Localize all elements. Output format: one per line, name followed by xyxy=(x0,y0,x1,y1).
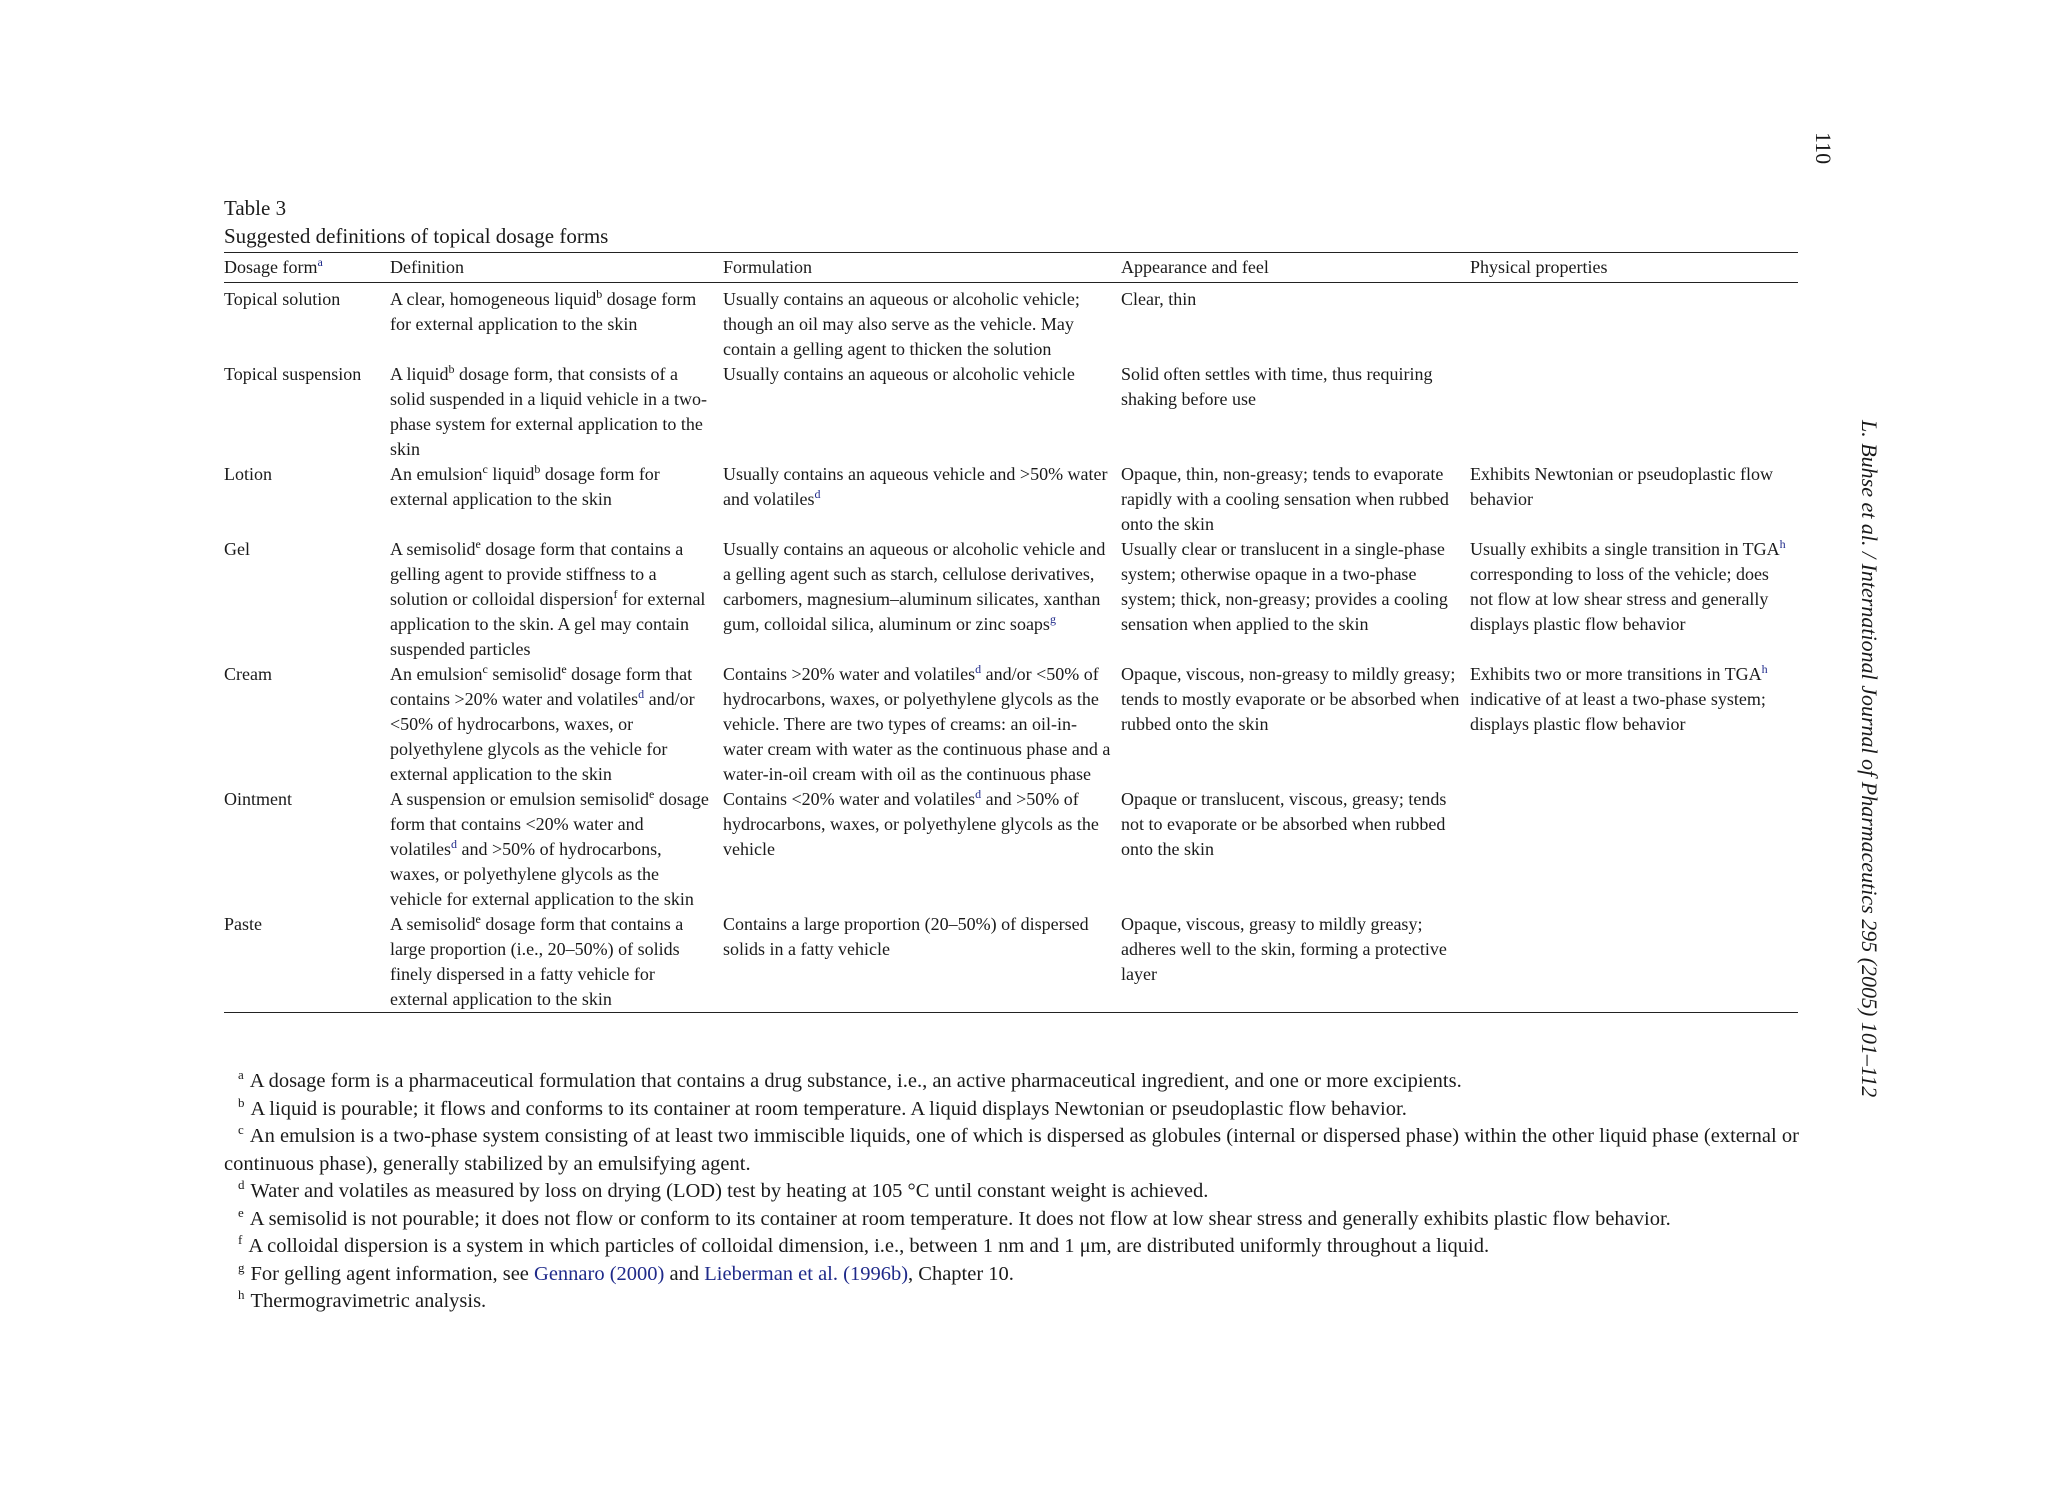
table-label: Table 3 xyxy=(224,196,287,220)
text-run: Opaque or translucent, viscous, greasy; tends not to evaporate or be absorbed when rubbed onto the skin xyxy=(1121,789,1447,859)
text-run: A liquid is pourable; it flows and conforms to its container at room temperature. A liquid displays Newtonian or pseudoplastic flow behavior. xyxy=(250,1097,1407,1120)
cell-physical-properties xyxy=(1470,662,1798,787)
text-run: An emulsion is a two-phase system consisting of at least two immiscible liquids, one of which is dispersed as globules (internal or dispersed phase) within the other liquid phase (external or continuous phase), generally stabilized by an emulsifying agent. xyxy=(224,1125,1799,1175)
cell-dosage-form: Gel xyxy=(224,539,250,559)
citation-link[interactable]: Gennaro (2000) xyxy=(534,1262,665,1285)
footnote-f xyxy=(224,1233,1804,1261)
text-run: Usually clear or translucent in a single-phase system; otherwise opaque in a two-phase system; thick, non-greasy; provides a cooling sensation when applied to the skin xyxy=(1121,539,1448,634)
cell-physical-properties xyxy=(1470,462,1798,537)
text-run: , Chapter 10. xyxy=(908,1262,1014,1285)
cell-physical-properties xyxy=(1470,537,1798,662)
cell-appearance xyxy=(1121,662,1470,787)
text-run: semisolid xyxy=(487,664,562,684)
header-physical-properties: Physical properties xyxy=(1470,253,1798,283)
text-run: and xyxy=(664,1262,705,1285)
text-run: Contains <20% water and volatiles xyxy=(723,789,976,809)
citation-link[interactable]: Lieberman et al. (1996b) xyxy=(704,1262,909,1285)
cell-dosage-form: Paste xyxy=(224,914,262,934)
cell-formulation xyxy=(723,462,1121,537)
cell-definition xyxy=(390,912,723,1013)
dosage-forms-table xyxy=(224,252,1798,1013)
cell-dosage-form: Topical solution xyxy=(224,289,341,309)
text-run: Usually contains an aqueous or alcoholic vehicle and a gelling agent such as starch, cellulose derivatives, carbomers, magnesium–aluminum silicates, xanthan gum, colloidal silica, aluminum or zinc soaps xyxy=(723,539,1106,634)
footnote-ref[interactable]: d xyxy=(975,787,982,801)
text-run: and/or <50% of hydrocarbons, waxes, or polyethylene glycols as the vehicle for external application to the skin xyxy=(390,689,695,784)
table-row xyxy=(224,283,1798,363)
footnote-ref[interactable]: d xyxy=(638,687,645,701)
table-footnotes xyxy=(224,1068,1804,1316)
cell-appearance xyxy=(1121,787,1470,912)
footnote-ref[interactable]: g xyxy=(1049,612,1056,626)
cell-appearance xyxy=(1121,912,1470,1013)
cell-physical-properties xyxy=(1470,912,1798,1013)
footnote-ref: e xyxy=(561,662,567,676)
text-run: Contains >20% water and volatiles xyxy=(723,664,976,684)
footnote-mark: d xyxy=(238,1177,245,1193)
footnote-mark: b xyxy=(238,1094,245,1110)
footnote-ref[interactable]: d xyxy=(451,837,457,851)
text-run: A clear, homogeneous liquid xyxy=(390,289,597,309)
footnote-ref: e xyxy=(475,912,481,926)
header-appearance: Appearance and feel xyxy=(1121,253,1470,283)
table-header-row xyxy=(224,253,1798,283)
text-run: dosage form that contains a gelling agent to provide stiffness to a solution or colloidal dispersion xyxy=(390,539,684,609)
cell-definition xyxy=(390,283,723,363)
text-run: dosage form, that consists of a solid suspended in a liquid vehicle in a two-phase system for external application to the skin xyxy=(390,364,707,459)
text-run: Usually contains an aqueous vehicle and >50% water and volatiles xyxy=(723,464,1108,509)
cell-definition xyxy=(390,362,723,462)
cell-formulation xyxy=(723,537,1121,662)
text-run: dosage form for external application to the skin xyxy=(390,464,660,509)
header-dosage-form xyxy=(224,253,390,283)
cell-physical-properties xyxy=(1470,283,1798,363)
footnote-c xyxy=(224,1123,1804,1178)
footnote-mark: a xyxy=(238,1067,244,1083)
text-run: dosage form that contains <20% water and volatiles xyxy=(390,789,709,859)
footnote-b xyxy=(224,1096,1804,1124)
text-run: Usually contains an aqueous or alcoholic vehicle xyxy=(723,364,1075,384)
table-row xyxy=(224,462,1798,537)
text-run: For gelling agent information, see xyxy=(250,1262,535,1285)
text-run: An emulsion xyxy=(390,464,483,484)
text-run: A semisolid xyxy=(390,914,476,934)
text-run: dosage form that contains a large proportion (i.e., 20–50%) of solids finely dispersed in a fatty vehicle for external application to the skin xyxy=(390,914,684,1009)
text-run: liquid xyxy=(487,464,535,484)
cell-dosage-form: Topical suspension xyxy=(224,364,362,384)
footnote-ref[interactable]: h xyxy=(1761,662,1768,676)
cell-definition xyxy=(390,662,723,787)
cell-formulation xyxy=(723,787,1121,912)
text-run: Thermogravimetric analysis. xyxy=(250,1290,487,1312)
text-run: Clear, thin xyxy=(1121,289,1197,309)
header-dosage-form-text: Dosage form xyxy=(224,257,318,277)
text-run: Contains a large proportion (20–50%) of dispersed solids in a fatty vehicle xyxy=(723,914,1089,959)
footnote-d xyxy=(224,1178,1804,1206)
text-run: Exhibits Newtonian or pseudoplastic flow behavior xyxy=(1470,464,1773,509)
table-row xyxy=(224,362,1798,462)
text-run: A semisolid xyxy=(390,539,476,559)
text-run: and/or <50% of hydrocarbons, waxes, or polyethylene glycols as the vehicle. There are two types of creams: an oil-in-water cream with water as the continuous phase and a water-in-oil cream with oil as the continuous phase xyxy=(723,664,1111,784)
footnote-mark: f xyxy=(238,1232,243,1248)
cell-formulation xyxy=(723,912,1121,1013)
text-run: dosage form that contains >20% water and volatiles xyxy=(390,664,693,709)
footnote-ref[interactable]: d xyxy=(814,487,821,501)
cell-formulation xyxy=(723,362,1121,462)
footnote-mark: c xyxy=(238,1122,244,1138)
cell-physical-properties xyxy=(1470,787,1798,912)
text-run: A liquid xyxy=(390,364,449,384)
table-container xyxy=(224,194,1798,1013)
footnote-ref: b xyxy=(534,462,541,476)
text-run: Usually contains an aqueous or alcoholic vehicle; though an oil may also serve as the vehicle. May contain a gelling agent to thicken the solution xyxy=(723,289,1080,359)
table-row xyxy=(224,537,1798,662)
text-run: A semisolid is not pourable; it does not flow or conform to its container at room temperature. It does not flow at low shear stress and generally exhibits plastic flow behavior. xyxy=(249,1207,1671,1230)
cell-appearance xyxy=(1121,537,1470,662)
footnote-mark: g xyxy=(238,1259,245,1275)
cell-dosage-form: Ointment xyxy=(224,789,292,809)
text-run: A dosage form is a pharmaceutical formulation that contains a drug substance, i.e., an active pharmaceutical ingredient, and one or more excipients. xyxy=(249,1070,1462,1092)
footnote-ref: c xyxy=(482,662,488,676)
footnote-ref: e xyxy=(475,537,481,551)
text-run: A colloidal dispersion is a system in which particles of colloidal dimension, i.e., between 1 nm and 1 μm, are distributed uniformly throughout a liquid. xyxy=(248,1235,1490,1257)
cell-appearance xyxy=(1121,283,1470,363)
footnote-mark: h xyxy=(238,1287,245,1303)
header-formulation: Formulation xyxy=(723,253,1121,283)
cell-dosage-form: Cream xyxy=(224,664,272,684)
footnote-ref: e xyxy=(649,787,655,801)
header-definition: Definition xyxy=(390,253,723,283)
text-run: indicative of at least a two-phase system; displays plastic flow behavior xyxy=(1470,689,1766,734)
cell-definition xyxy=(390,462,723,537)
cell-definition xyxy=(390,787,723,912)
text-run: An emulsion xyxy=(390,664,483,684)
running-head: L. Buhse et al. / International Journal of Pharmaceutics 295 (2005) 101–112 xyxy=(1857,420,1882,1098)
text-run: and >50% of hydrocarbons, waxes, or polyethylene glycols as the vehicle for external application to the skin xyxy=(390,839,694,909)
text-run: Opaque, viscous, greasy to mildly greasy; adheres well to the skin, forming a protective layer xyxy=(1121,914,1447,984)
table-row xyxy=(224,912,1798,1013)
cell-dosage-form: Lotion xyxy=(224,464,272,484)
text-run: A suspension or emulsion semisolid xyxy=(390,789,650,809)
cell-formulation xyxy=(723,283,1121,363)
text-run: Usually exhibits a single transition in TGA xyxy=(1470,539,1780,559)
footnote-a xyxy=(224,1068,1804,1096)
text-run: Opaque, viscous, non-greasy to mildly greasy; tends to mostly evaporate or be absorbed when rubbed onto the skin xyxy=(1121,664,1460,734)
table-body xyxy=(224,283,1798,1013)
footnote-ref: f xyxy=(613,587,618,601)
footnote-ref: b xyxy=(448,362,455,376)
footnote-ref: c xyxy=(482,462,488,476)
footnote-ref: b xyxy=(596,287,603,301)
table-row xyxy=(224,662,1798,787)
text-run: Solid often settles with time, thus requiring shaking before use xyxy=(1121,364,1433,409)
cell-formulation xyxy=(723,662,1121,787)
text-run: Exhibits two or more transitions in TGA xyxy=(1470,664,1762,684)
table-title: Suggested definitions of topical dosage forms xyxy=(224,224,609,248)
footnote-ref[interactable]: a xyxy=(317,255,323,269)
footnote-e xyxy=(224,1206,1804,1234)
text-run: corresponding to loss of the vehicle; does not flow at low shear stress and generally displays plastic flow behavior xyxy=(1470,564,1769,634)
footnote-mark: e xyxy=(238,1204,244,1220)
cell-appearance xyxy=(1121,462,1470,537)
cell-physical-properties xyxy=(1470,362,1798,462)
footnote-ref[interactable]: d xyxy=(975,662,982,676)
table-row xyxy=(224,787,1798,912)
footnote-ref[interactable]: h xyxy=(1779,537,1786,551)
footnote-g xyxy=(224,1261,1804,1289)
text-run: dosage form for external application to the skin xyxy=(390,289,697,334)
cell-appearance xyxy=(1121,362,1470,462)
cell-definition xyxy=(390,537,723,662)
text-run: Water and volatiles as measured by loss on drying (LOD) test by heating at 105 °C until constant weight is achieved. xyxy=(250,1180,1209,1202)
text-run: for external application to the skin. A gel may contain suspended particles xyxy=(390,589,706,659)
page-number: 110 xyxy=(1811,132,1836,165)
text-run: Opaque, thin, non-greasy; tends to evaporate rapidly with a cooling sensation when rubbed onto the skin xyxy=(1121,464,1449,534)
footnote-h xyxy=(224,1288,1804,1316)
text-run: and >50% of hydrocarbons, waxes, or polyethylene glycols as the vehicle xyxy=(723,789,1099,859)
